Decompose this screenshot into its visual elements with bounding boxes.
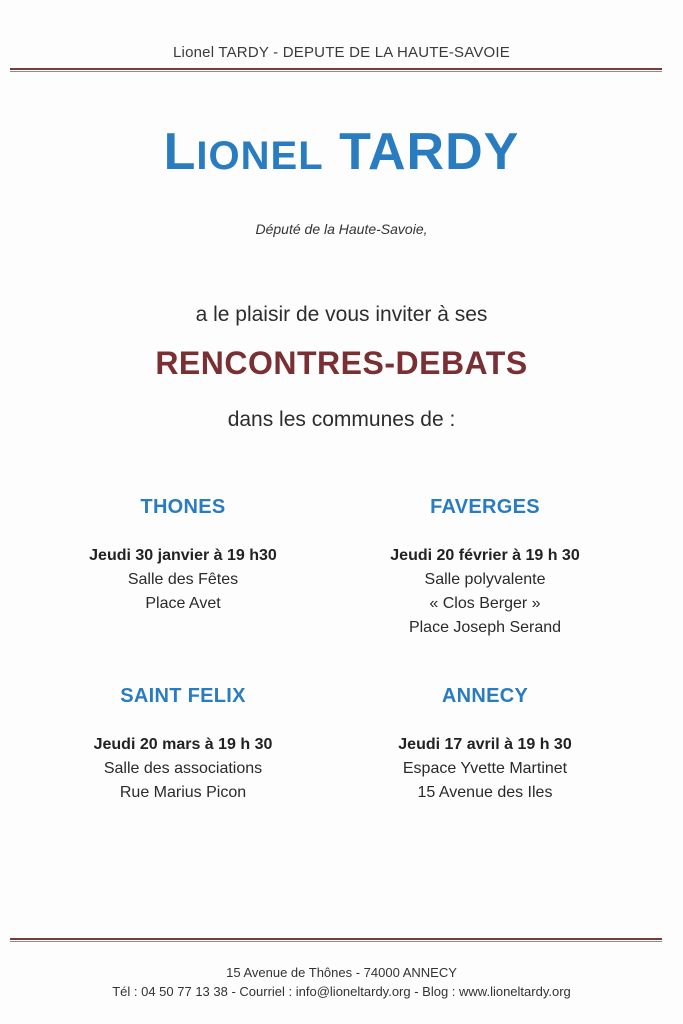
event-title: RENCONTRES-DEBATS: [155, 345, 528, 381]
event-date: Jeudi 20 mars à 19 h 30: [93, 736, 273, 753]
event-address: Rue Marius Picon: [119, 784, 247, 801]
event-venue: Salle des associations: [103, 760, 263, 777]
event-block-annecy: [335, 685, 635, 805]
event-date: Jeudi 20 février à 19 h 30: [390, 547, 580, 564]
footer-contact: Tél : 04 50 77 13 38 - Courriel : info@lioneltardy.org - Blog : www.lioneltardy.org: [112, 984, 571, 999]
event-address: 15 Avenue des Iles: [417, 784, 553, 801]
event-venue-name: « Clos Berger »: [429, 595, 541, 612]
event-venue: Salle des Fêtes: [127, 571, 239, 588]
event-address: Place Avet: [145, 595, 221, 612]
event-block-saint-felix: [33, 685, 333, 805]
header-divider: [10, 68, 662, 72]
event-town: ANNECY: [441, 685, 529, 707]
event-block-faverges: [335, 496, 635, 640]
event-address: Place Joseph Serand: [408, 619, 562, 636]
event-town: FAVERGES: [430, 496, 540, 518]
communes-text: dans les communes de :: [227, 408, 456, 431]
title-first-rest: IONEL: [196, 134, 324, 178]
event-venue: Salle polyvalente: [424, 571, 546, 588]
invite-text: a le plaisir de vous inviter à ses: [195, 303, 488, 326]
subtitle: Député de la Haute-Savoie,: [255, 221, 428, 237]
title-first-initial: L: [163, 123, 197, 181]
header-text: Lionel TARDY - DEPUTE DE LA HAUTE-SAVOIE: [173, 44, 510, 61]
event-town: THONES: [140, 496, 226, 518]
event-date: Jeudi 17 avril à 19 h 30: [398, 736, 572, 753]
event-town: SAINT FELIX: [120, 685, 246, 707]
event-venue: Espace Yvette Martinet: [402, 760, 568, 777]
footer-divider: [10, 938, 662, 942]
title-last-name: TARDY: [339, 123, 520, 181]
event-block-thones: [33, 496, 333, 616]
event-date: Jeudi 30 janvier à 19 h30: [89, 547, 277, 564]
footer-address: 15 Avenue de Thônes - 74000 ANNECY: [226, 965, 457, 980]
page-title: [0, 122, 683, 182]
